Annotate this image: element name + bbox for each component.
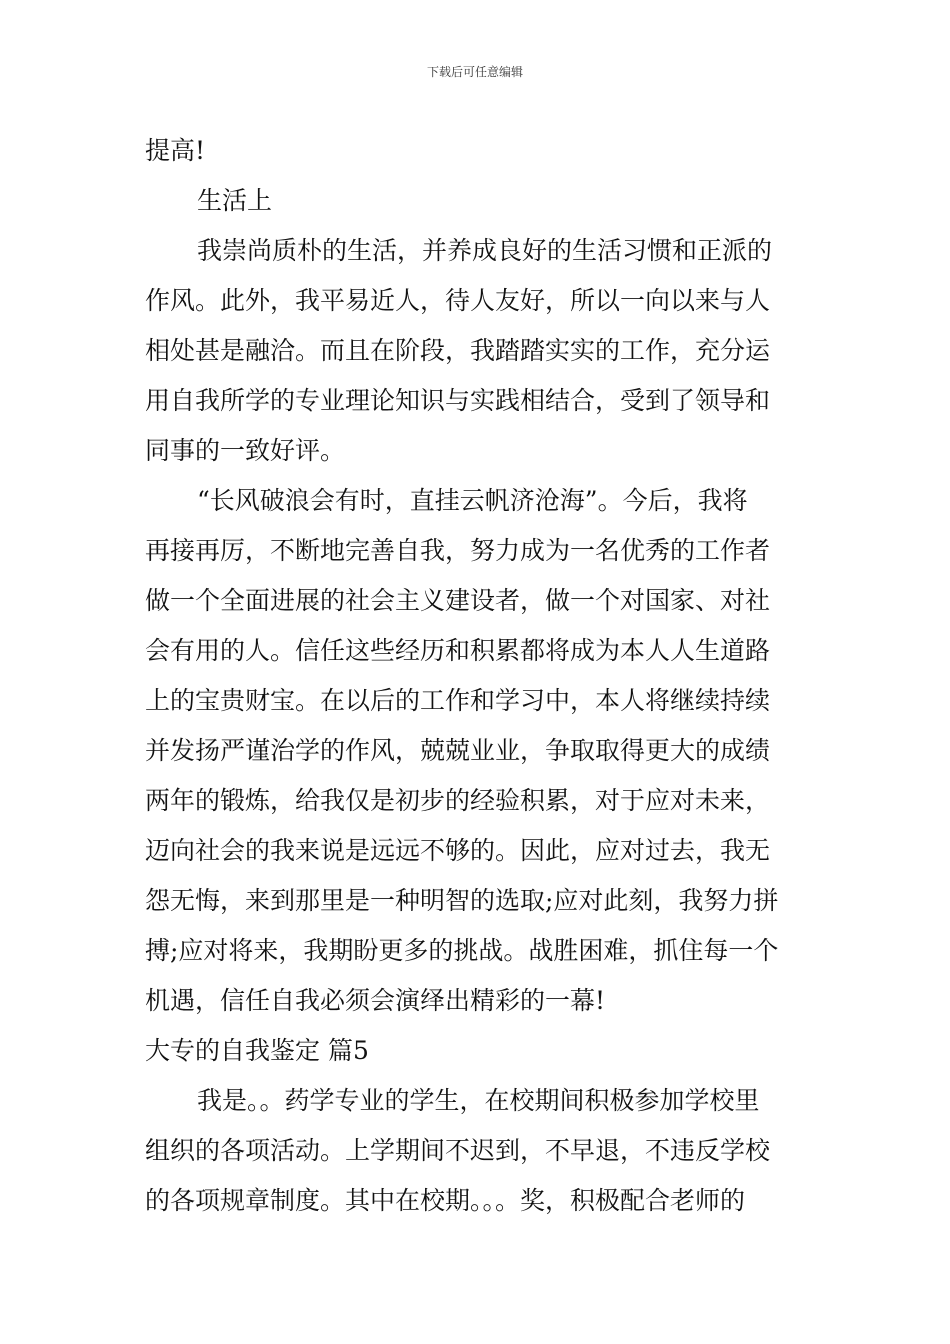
text-line: 上的宝贵财宝。在以后的工作和学习中，本人将继续持续 — [145, 686, 771, 715]
text-line: 搏;应对将来，我期盼更多的挑战。战胜困难，抓住每一个 — [145, 936, 779, 965]
text-line: 提高! — [145, 136, 206, 165]
text-line: 我崇尚质朴的生活，并养成良好的生活习惯和正派的 — [197, 236, 773, 265]
section-heading: 生活上 — [197, 186, 273, 215]
text-line: 迈向社会的我来说是远远不够的。因此，应对过去，我无 — [145, 836, 771, 865]
text-line: 机遇，信任自我必须会演绎出精彩的一幕! — [145, 986, 606, 1015]
text-line: 同事的一致好评。 — [145, 436, 346, 465]
text-line: 相处甚是融洽。而且在阶段，我踏踏实实的工作，充分运 — [145, 336, 771, 365]
text-line: 会有用的人。信任这些经历和积累都将成为本人人生道路 — [145, 636, 771, 665]
text-line: 两年的锻炼，给我仅是初步的经验积累，对于应对未来， — [145, 786, 771, 815]
text-line: 作风。此外，我平易近人，待人友好，所以一向以来与人 — [145, 286, 771, 315]
text-line: 组织的各项活动。上学期间不迟到，不早退，不违反学校 — [145, 1136, 771, 1165]
text-line: 怨无悔，来到那里是一种明智的选取;应对此刻，我努力拼 — [145, 886, 779, 915]
text-line: 的各项规章制度。其中在校期。。。奖，积极配合老师的 — [145, 1186, 746, 1215]
document-body — [145, 126, 810, 1226]
text-line: 并发扬严谨治学的作风，兢兢业业，争取取得更大的成绩 — [145, 736, 771, 765]
text-line: 我是。。药学专业的学生，在校期间积极参加学校里 — [197, 1086, 760, 1115]
text-line: 用自我所学的专业理论知识与实践相结合，受到了领导和 — [145, 386, 771, 415]
text-line: “长风破浪会有时，直挂云帆济沧海”。今后，我将 — [197, 486, 748, 515]
text-line: 做一个全面进展的社会主义建设者，做一个对国家、对社 — [145, 586, 771, 615]
section-heading: 大专的自我鉴定 篇5 — [145, 1036, 369, 1065]
text-line: 再接再厉，不断地完善自我，努力成为一名优秀的工作者 — [145, 536, 771, 565]
page-header: 下载后可任意编辑 — [426, 65, 523, 79]
